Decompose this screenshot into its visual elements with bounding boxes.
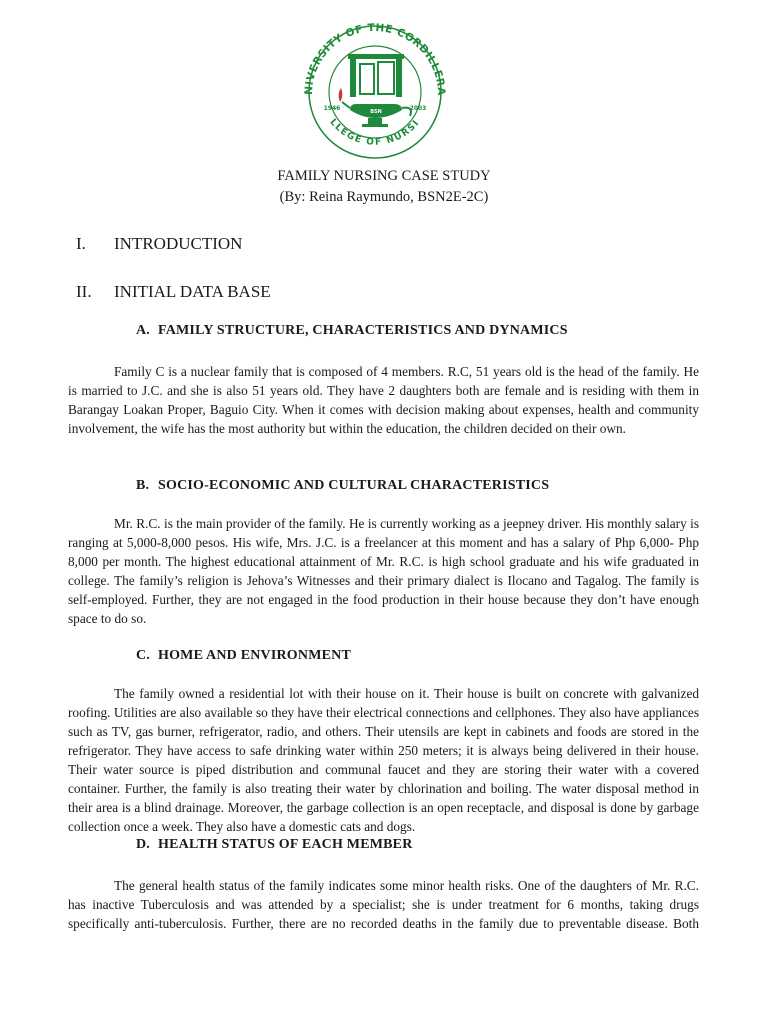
subsection-heading-family-structure (136, 323, 568, 339)
logo-year-left: 1946 (323, 105, 341, 112)
logo-lamp-text: BSN (370, 109, 382, 115)
paragraph-home-environment: The family owned a residential lot with their house on it. Their house is built on concrete with galvanized roofing. Utilities are also available so they have their electrical connections and cellphones. They also have appliances such as TV, gas burner, refrigerator, radio, and others. Their utensils are kept in cabinets and foods are stored in the refrigerator. They have access to safe drinking water within 250 meters; it is always being delivered in their house. Their water source is piped distribution and communal faucet and they are storing their water with a covered container. Further, the family is also treating their water by chlorination and boiling. The water disposal method in their area is a blind drainage. Moreover, the garbage collection is an open receptacle, and disposal is done by garbage collection once a week. They also have a domestic cats and dogs. (68, 686, 699, 834)
paragraph-family-structure: Family C is a nuclear family that is composed of 4 members. R.C, 51 years old is the head of the family. He is married to J.C. and she is also 51 years old. They have 2 daughters both are female and is residing with them in Barangay Loakan Proper, Baguio City. When it comes with decision making about expenses, health and community involvement, the wife has the most authority but within the education, the children decided on their own. (68, 364, 699, 436)
subsection-title: HEALTH STATUS OF EACH MEMBER (158, 837, 413, 852)
paragraph-socio-economic: Mr. R.C. is the main provider of the family. He is currently working as a jeepney driver. His monthly salary is ranging at 5,000-8,000 pesos. His wife, Mrs. J.C. is a freelancer at this moment and has a salary of Php 6,000- Php 8,000 per month. The highest educational attainment of Mr. R.C. is high school graduate and his wife graduated in college. The family’s religion is Jehova’s Witnesses and their primary dialect is Ilocano and Tagalog. The family is self-employed. Further, they are not engaged in the food production in their house because they don’t have enough space to do so. (68, 516, 699, 626)
subsection-letter: C. (136, 648, 151, 663)
logo-year-right: 2003 (409, 105, 427, 112)
logo-ring-bottom: LLEGE OF NURSI (327, 117, 423, 148)
section-title: INITIAL DATA BASE (114, 282, 271, 301)
subsection-letter: D. (136, 837, 151, 852)
section-title: INTRODUCTION (114, 234, 243, 253)
college-seal-icon (290, 14, 460, 162)
title-line-1: FAMILY NURSING CASE STUDY (277, 168, 491, 184)
subsection-heading-health-status (136, 837, 413, 853)
logo-ring-top: NIVERSITY OF THE CORDILLERA (302, 21, 448, 97)
subsection-heading-home-environment (136, 648, 351, 664)
section-number: II. (76, 282, 92, 301)
section-number: I. (76, 234, 86, 253)
subsection-letter: A. (136, 323, 151, 338)
paragraph-health-status: The general health status of the family indicates some minor health risks. One of the daughters of Mr. R.C. has inactive Tuberculosis and was attended by a specialist; she is under treatment for 6 months, taking drugs specifically anti-tuberculosis. Further, there are no recorded deaths in the family due to preventable disease. Both (68, 878, 699, 931)
subsection-title: SOCIO-ECONOMIC AND CULTURAL CHARACTERISTICS (158, 478, 550, 493)
subsection-title: HOME AND ENVIRONMENT (158, 648, 352, 663)
subsection-heading-socio-economic (136, 478, 549, 494)
document-title (0, 166, 768, 208)
subsection-title: FAMILY STRUCTURE, CHARACTERISTICS AND DYNAMICS (158, 323, 568, 338)
subsection-letter: B. (136, 478, 150, 493)
building-icon (348, 54, 404, 97)
title-line-2: (By: Reina Raymundo, BSN2E-2C) (279, 189, 489, 205)
college-logo (290, 14, 460, 162)
